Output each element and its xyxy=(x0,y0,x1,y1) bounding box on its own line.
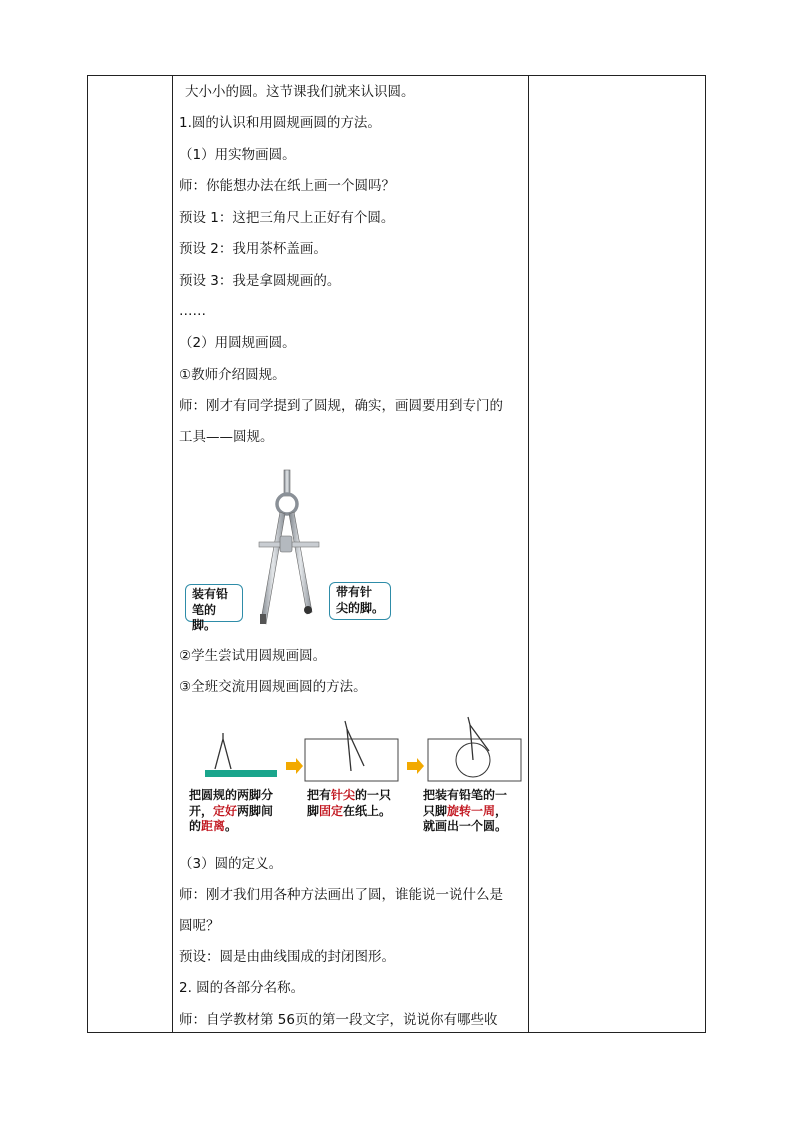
caption-text: ， xyxy=(495,803,508,818)
text-line: 预设 3：我是拿圆规画的。 xyxy=(179,273,341,289)
caption-text: 把有 xyxy=(307,788,332,802)
caption-line: 把装有铅笔的一 xyxy=(423,788,508,802)
caption-line xyxy=(423,804,527,820)
text-line: 预设 2：我用茶杯盖画。 xyxy=(179,241,327,257)
text-line: 师：刚才有同学提到了圆规，确实，画圆要用到专门的 xyxy=(179,398,503,414)
caption-text: 只脚 xyxy=(423,803,448,818)
text-line: …… xyxy=(179,303,206,319)
text-line: 圆呢？ xyxy=(179,918,220,934)
text-line: 工具——圆规。 xyxy=(179,429,274,445)
compass-figure xyxy=(179,464,409,632)
caption-highlight: 距离 xyxy=(201,819,226,833)
text-line: ①教师介绍圆规。 xyxy=(179,367,286,383)
text-line: ②学生尝试用圆规画圆。 xyxy=(179,648,327,664)
caption-text: 。 xyxy=(225,819,238,833)
steps-illustration xyxy=(179,711,524,786)
text-line: 师：你能想办法在纸上画一个圆吗？ xyxy=(179,178,395,194)
column-divider-left xyxy=(172,76,173,1032)
text-line: 师：刚才我们用各种方法画出了圆，谁能说一说什么是 xyxy=(179,887,503,903)
caption-text: 的一只 xyxy=(355,788,392,802)
needle-leg-callout xyxy=(329,582,391,620)
text-line: 大小小的圆。这节课我们就来认识圆。 xyxy=(185,84,415,100)
caption-line xyxy=(307,804,407,820)
caption-line xyxy=(189,819,293,835)
callout-line: 笔的脚。 xyxy=(192,602,217,632)
text-line: ③全班交流用圆规画圆的方法。 xyxy=(179,679,367,695)
caption-line: 把圆规的两脚分 xyxy=(189,788,274,802)
caption-text: 开， xyxy=(189,803,214,818)
caption-text: 脚 xyxy=(307,803,320,818)
caption-highlight: 固定 xyxy=(319,803,344,818)
caption-line xyxy=(189,804,293,820)
text-line: 2. 圆的各部分名称。 xyxy=(179,980,305,996)
compass-steps-figure xyxy=(179,711,524,836)
callout-line: 装有铅 xyxy=(192,587,229,601)
text-line: 1.圆的认识和用圆规画圆的方法。 xyxy=(179,115,381,131)
step2-caption xyxy=(307,788,407,819)
caption-line: 就画出一个圆。 xyxy=(423,819,508,833)
text-line: 预设：圆是由曲线围成的封闭图形。 xyxy=(179,949,395,965)
caption-text: 的 xyxy=(189,819,202,833)
text-line: （3）圆的定义。 xyxy=(179,856,283,872)
caption-highlight: 定好 xyxy=(213,803,238,818)
caption-text: 两脚间 xyxy=(237,803,274,818)
text-line: 预设 1：这把三角尺上正好有个圆。 xyxy=(179,210,395,226)
text-line: （2）用圆规画圆。 xyxy=(179,335,296,351)
caption-line xyxy=(307,788,407,804)
caption-highlight: 旋转一周 xyxy=(447,803,496,818)
callout-line: 尖的脚。 xyxy=(336,600,385,615)
lesson-plan-table xyxy=(87,75,706,1033)
caption-highlight: 针尖 xyxy=(331,788,356,802)
text-line: 师：自学教材第 56页的第一段文字，说说你有哪些收 xyxy=(179,1012,498,1028)
step3-caption xyxy=(423,788,527,835)
pencil-leg-callout xyxy=(185,584,243,632)
callout-line: 带有针 xyxy=(336,585,373,599)
step1-caption xyxy=(189,788,293,835)
column-divider-right xyxy=(528,76,529,1032)
caption-text: 在纸上。 xyxy=(343,803,392,818)
text-line: （1）用实物画圆。 xyxy=(179,147,296,163)
